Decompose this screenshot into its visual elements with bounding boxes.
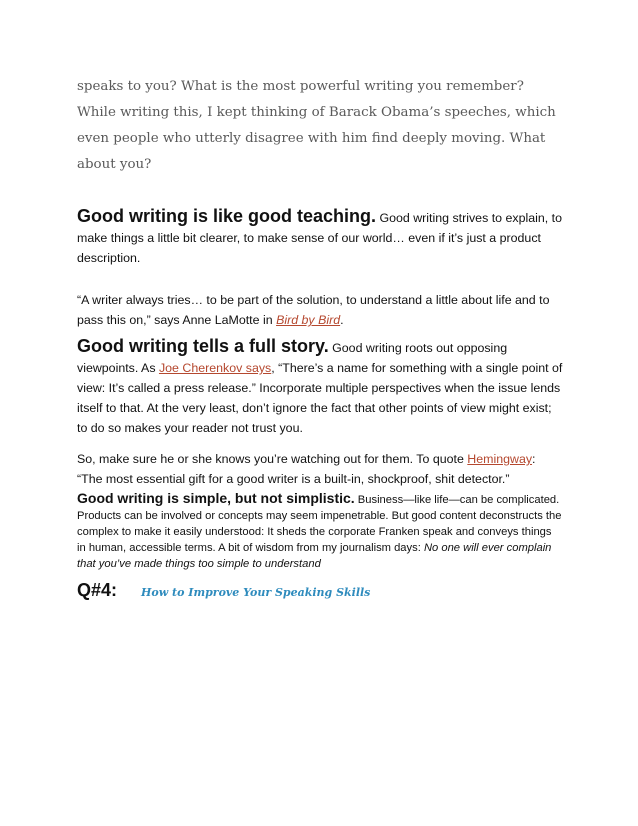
teaching-heading: Good writing is like good teaching <box>77 206 372 226</box>
simple-body: Business—like life—can be complicated. Products can be involved or concepts may seem impenetrable. But good content deconstructs the complex to make it easily understood: It sheds the corporate Franken speak and conveys things in human, accessible terms. A bit of wisdom from my journalism days: <box>77 494 562 554</box>
teaching-body: Good writing strives to explain, to make things a little bit clearer, to make sense of our world… even if it’s just a product description. <box>77 211 562 265</box>
full-story-paragraph <box>77 336 563 438</box>
watching-text: So, make sure he or she knows you’re watching out for them. To quote <box>77 452 468 466</box>
full-story-body-end: , “There’s a name for something with a single point of view: It’s called a press release.” Incorporate multiple perspectives when the issue lends itself to that. At the very least, don’t ignore the fact that other points of view might exist; to do so makes your reader not trust you. <box>77 361 563 435</box>
full-story-body-start: Good writing roots out opposing viewpoints. As <box>77 341 508 375</box>
question-heading <box>77 580 557 601</box>
hemingway-quote: : “The most essential gift for a good writer is a built-in, shockproof, shit detector.” <box>77 452 536 486</box>
lamotte-quote-paragraph <box>77 290 563 330</box>
question-title: How to Improve Your Speaking Skills <box>141 586 371 599</box>
simple-heading: Good writing is simple, but not simplistic <box>77 490 351 506</box>
watching-paragraph <box>77 449 563 489</box>
lamotte-quote-text: “A writer always tries… to be part of the solution, to understand a little about life and to pass this on,” says Anne LaMotte in <box>77 293 550 327</box>
simple-italic-end: No one will ever complain that you’ve made things too simple to understand <box>77 542 552 570</box>
simple-paragraph <box>77 490 563 572</box>
full-story-heading: Good writing tells a full story <box>77 336 324 356</box>
hemingway-link[interactable]: Hemingway <box>467 452 533 466</box>
teaching-heading-period: . <box>371 206 377 226</box>
question-label: Q#4: <box>77 580 118 600</box>
intro-paragraph: speaks to you? What is the most powerful writing you remember? While writing this, I kept thinking of Barack Obama’s speeches, which even people who utterly disagree with him find deeply moving. What about you? <box>77 79 556 172</box>
joe-cherenkov-link[interactable]: Joe Cherenkov says <box>158 361 272 375</box>
bird-by-bird-link[interactable]: Bird by Bird <box>276 313 341 327</box>
lamotte-quote-end: . <box>340 313 344 327</box>
full-story-heading-period: . <box>323 336 329 356</box>
simple-heading-period: . <box>350 490 355 506</box>
teaching-paragraph <box>77 206 563 268</box>
